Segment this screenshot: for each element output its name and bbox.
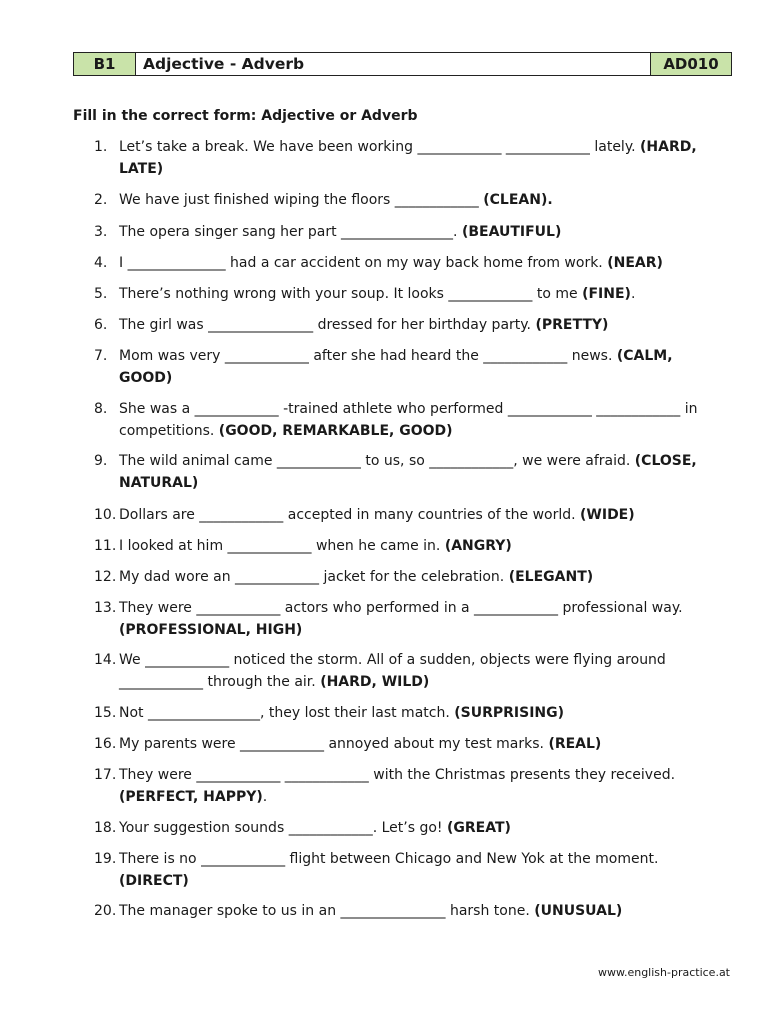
exercise-hint: (REAL) <box>548 736 602 752</box>
exercise-item <box>94 399 710 442</box>
exercise-hint: (SURPRISING) <box>454 705 565 721</box>
exercise-text <box>119 650 710 693</box>
exercise-number: 19. <box>94 851 117 867</box>
exercise-hint: (PRETTY) <box>535 317 609 333</box>
exercise-item <box>94 536 710 558</box>
exercise-item <box>94 901 710 923</box>
exercise-number: 18. <box>94 820 117 836</box>
exercise-text <box>119 222 710 244</box>
exercise-item <box>94 703 710 725</box>
exercise-sentence: We have just finished wiping the floors ____________ <box>119 192 484 208</box>
exercise-number: 12. <box>94 569 117 585</box>
exercise-sentence: Let’s take a break. We have been working ____________ ____________ lately. <box>119 139 641 155</box>
exercise-sentence: We ____________ noticed the storm. All of a sudden, objects were flying around ____________ through the air. <box>119 652 666 690</box>
level-badge: B1 <box>74 53 136 75</box>
exercise-sentence: There is no ____________ flight between Chicago and New Yok at the moment. <box>119 851 659 867</box>
exercise-hint: (PROFESSIONAL, HIGH) <box>119 621 303 638</box>
exercise-item <box>94 451 710 494</box>
exercise-number: 10. <box>94 507 117 523</box>
exercise-sentence: Mom was very ____________ after she had heard the ____________ news. <box>119 348 617 364</box>
exercise-item <box>94 253 710 275</box>
exercise-text <box>119 284 710 306</box>
exercise-number: 14. <box>94 652 117 668</box>
exercise-sentence: They were ____________ ____________ with the Christmas presents they received. <box>119 767 676 783</box>
worksheet-code: AD010 <box>650 53 731 75</box>
exercise-item <box>94 650 710 693</box>
exercise-item <box>94 598 710 641</box>
exercise-hint: (HARD, WILD) <box>320 673 430 690</box>
exercise-text <box>119 567 710 589</box>
exercise-text <box>119 765 710 808</box>
exercise-text <box>119 137 710 180</box>
exercise-hint: (CALM, GOOD) <box>119 348 673 386</box>
exercise-text <box>119 536 710 558</box>
exercise-item <box>94 346 710 389</box>
exercise-sentence: Dollars are ____________ accepted in many countries of the world. <box>119 507 581 523</box>
footer-url: www.english-practice.at <box>597 966 730 979</box>
exercise-text <box>119 598 710 641</box>
exercise-number: 16. <box>94 736 117 752</box>
exercise-sentence: I looked at him ____________ when he came in. <box>119 538 445 554</box>
exercise-sentence: There’s nothing wrong with your soup. It looks ____________ to me <box>119 286 583 302</box>
exercise-hint: (NEAR) <box>607 255 663 271</box>
exercise-number: 4. <box>94 255 108 271</box>
exercise-trailing: . <box>262 788 268 805</box>
exercise-sentence: Your suggestion sounds ____________. Let’s go! <box>119 820 447 836</box>
exercise-number: 15. <box>94 705 117 721</box>
exercise-text <box>119 505 710 527</box>
exercise-number: 9. <box>94 453 108 469</box>
exercise-sentence: My dad wore an ____________ jacket for the celebration. <box>119 569 509 585</box>
exercise-number: 5. <box>94 286 108 302</box>
exercise-text <box>119 703 710 725</box>
exercise-number: 11. <box>94 538 117 554</box>
exercise-hint: (WIDE) <box>580 507 635 523</box>
exercise-number: 17. <box>94 767 117 783</box>
exercise-item <box>94 137 710 180</box>
exercise-text <box>119 399 710 442</box>
exercise-text <box>119 818 710 840</box>
exercise-item <box>94 284 710 306</box>
exercise-number: 8. <box>94 401 108 417</box>
exercise-sentence: I ______________ had a car accident on my way back home from work. <box>119 255 608 271</box>
exercise-text <box>119 849 710 892</box>
exercise-hint: (CLEAN). <box>483 192 553 208</box>
exercise-text <box>119 253 710 275</box>
exercise-number: 20. <box>94 903 117 919</box>
exercise-sentence: Not ________________, they lost their last match. <box>119 705 455 721</box>
exercise-hint: (GREAT) <box>446 820 511 836</box>
exercise-item <box>94 734 710 756</box>
exercise-item <box>94 849 710 892</box>
exercise-item <box>94 567 710 589</box>
exercise-item <box>94 818 710 840</box>
exercise-number: 3. <box>94 224 108 240</box>
exercise-text <box>119 901 710 923</box>
exercise-sentence: She was a ____________ -trained athlete who performed ____________ ____________ in competitions. <box>119 401 698 439</box>
exercise-sentence: The manager spoke to us in an _______________ harsh tone. <box>119 903 535 919</box>
exercise-number: 7. <box>94 348 108 364</box>
exercise-hint: (PERFECT, HAPPY) <box>119 788 263 805</box>
exercise-text <box>119 315 710 337</box>
exercise-sentence: The opera singer sang her part ________________. <box>119 224 462 240</box>
exercise-hint: (UNUSUAL) <box>534 903 623 919</box>
exercise-sentence: The girl was _______________ dressed for her birthday party. <box>119 317 536 333</box>
exercise-number: 2. <box>94 192 108 208</box>
exercise-hint: (FINE) <box>582 286 631 302</box>
exercise-number: 13. <box>94 600 117 616</box>
exercise-number: 6. <box>94 317 108 333</box>
exercise-sentence: The wild animal came ____________ to us, so ____________, we were afraid. <box>119 453 635 469</box>
exercise-item <box>94 315 710 337</box>
exercise-text <box>119 346 710 389</box>
exercise-item <box>94 190 710 212</box>
exercise-hint: (CLOSE, NATURAL) <box>119 453 697 491</box>
exercise-hint: (DIRECT) <box>119 872 189 889</box>
exercise-hint: (ANGRY) <box>444 538 512 554</box>
exercise-hint: (BEAUTIFUL) <box>461 224 562 240</box>
exercise-hint: (ELEGANT) <box>508 569 594 585</box>
exercise-item <box>94 765 710 808</box>
exercise-hint: (HARD, LATE) <box>119 139 697 177</box>
exercise-text <box>119 190 710 212</box>
instruction-text: Fill in the correct form: Adjective or Adverb <box>73 108 418 124</box>
exercise-item <box>94 222 710 244</box>
exercise-trailing: . <box>630 286 636 302</box>
exercise-text <box>119 734 710 756</box>
exercise-sentence: My parents were ____________ annoyed about my test marks. <box>119 736 549 752</box>
exercise-number: 1. <box>94 139 108 155</box>
exercise-item <box>94 505 710 527</box>
worksheet-title: Adjective - Adverb <box>143 55 305 73</box>
exercise-hint: (GOOD, REMARKABLE, GOOD) <box>218 422 453 439</box>
exercise-text <box>119 451 710 494</box>
exercise-sentence: They were ____________ actors who performed in a ____________ professional way. <box>119 600 683 616</box>
